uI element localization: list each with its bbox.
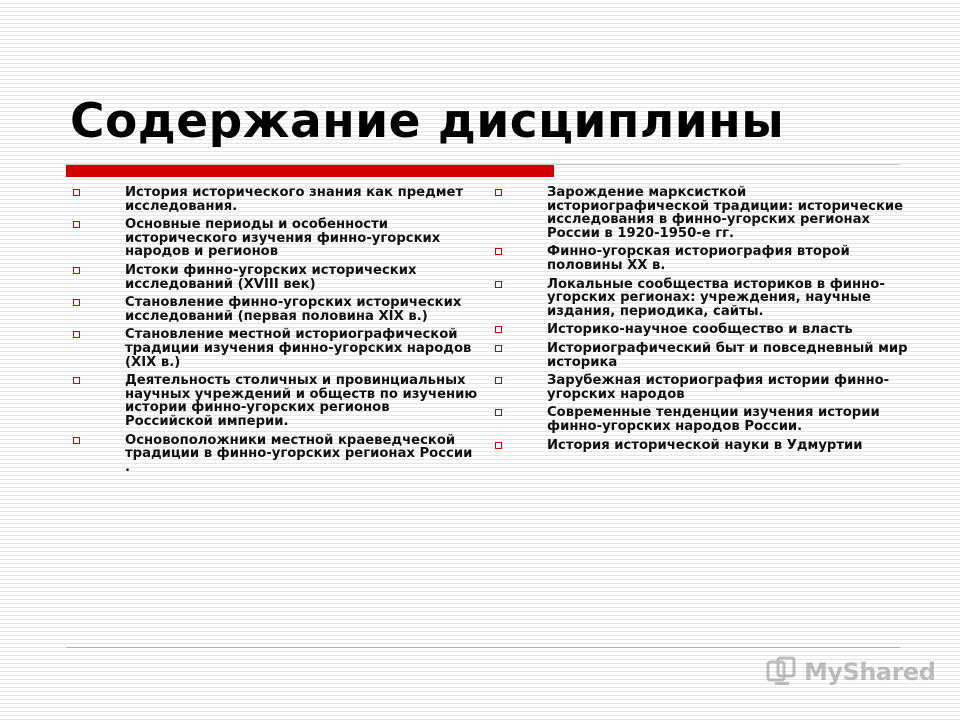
list-item bbox=[70, 296, 480, 323]
list-item bbox=[492, 439, 910, 453]
list-item-text: Финно-угорская историография второй половины XX в. bbox=[547, 244, 850, 273]
myshared-logo-icon bbox=[766, 656, 798, 688]
list-item bbox=[70, 264, 480, 291]
hollow-square-icon bbox=[495, 189, 502, 196]
list-item bbox=[70, 218, 480, 259]
hollow-square-icon bbox=[495, 377, 502, 384]
watermark-text: MyShared bbox=[804, 658, 936, 686]
list-item bbox=[70, 374, 480, 428]
list-item bbox=[492, 406, 910, 433]
list-item-text: Локальные сообщества историков в финно-угорских регионах: учреждения, научные издания, периодика, сайты. bbox=[547, 276, 885, 319]
list-item-text: История исторического знания как предмет исследования. bbox=[125, 185, 464, 214]
hollow-square-icon bbox=[495, 442, 502, 449]
list-item bbox=[492, 186, 910, 240]
list-item-text: Становление финно-угорских исторических исследований (первая половина XIX в.) bbox=[125, 295, 462, 324]
hollow-square-icon bbox=[495, 281, 502, 288]
hollow-square-icon bbox=[495, 409, 502, 416]
hollow-square-icon bbox=[73, 377, 80, 384]
slide-title: Содержание дисциплины bbox=[70, 94, 785, 149]
list-item bbox=[70, 328, 480, 369]
list-item bbox=[492, 278, 910, 319]
watermark bbox=[766, 656, 935, 688]
hollow-square-icon bbox=[495, 248, 502, 255]
list-item bbox=[492, 245, 910, 272]
list-item-text: Основоположники местной краеведческой традиции в финно-угорских регионах России . bbox=[125, 432, 473, 475]
list-item bbox=[492, 374, 910, 401]
list-item-text: Историографический быт и повседневный мир историка bbox=[547, 340, 908, 370]
bottom-rule bbox=[66, 647, 900, 648]
left-column-list bbox=[70, 186, 480, 479]
list-item-text: Основные периоды и особенности исторического изучения финно-угорских народов и регионов bbox=[125, 217, 441, 260]
list-item-text: История исторической науки в Удмуртии bbox=[547, 437, 863, 453]
hollow-square-icon bbox=[495, 326, 502, 333]
right-column-list bbox=[492, 186, 910, 457]
hollow-square-icon bbox=[495, 345, 502, 352]
list-item bbox=[70, 434, 480, 475]
hollow-square-icon bbox=[73, 221, 80, 228]
list-item-text: Деятельность столичных и провинциальных научных учреждений и обществ по изучению истории финно-угорских регионов Российской империи. bbox=[125, 373, 478, 429]
list-item bbox=[70, 186, 480, 213]
hollow-square-icon bbox=[73, 299, 80, 306]
list-item-text: Зарождение марксисткой историографической традиции: исторические исследования в финно-угорских регионах России в 1920-1950-е гг. bbox=[547, 185, 904, 241]
list-item bbox=[492, 323, 910, 337]
list-item-text: Истоки финно-угорских исторических исследований (XVIII век) bbox=[125, 262, 417, 292]
list-item bbox=[492, 342, 910, 369]
list-item-text: Зарубежная историография истории финно-угорских народов bbox=[547, 373, 890, 402]
hollow-square-icon bbox=[73, 189, 80, 196]
list-item-text: Историко-научное сообщество и власть bbox=[547, 322, 853, 338]
list-item-text: Современные тенденции изучения истории финно-угорских народов России. bbox=[547, 405, 880, 434]
list-item-text: Становление местной историографической традиции изучения финно-угорских народов (XIX в.) bbox=[125, 327, 472, 370]
hollow-square-icon bbox=[73, 437, 80, 444]
hollow-square-icon bbox=[73, 267, 80, 274]
hollow-square-icon bbox=[73, 331, 80, 338]
title-accent-bar bbox=[66, 165, 554, 177]
